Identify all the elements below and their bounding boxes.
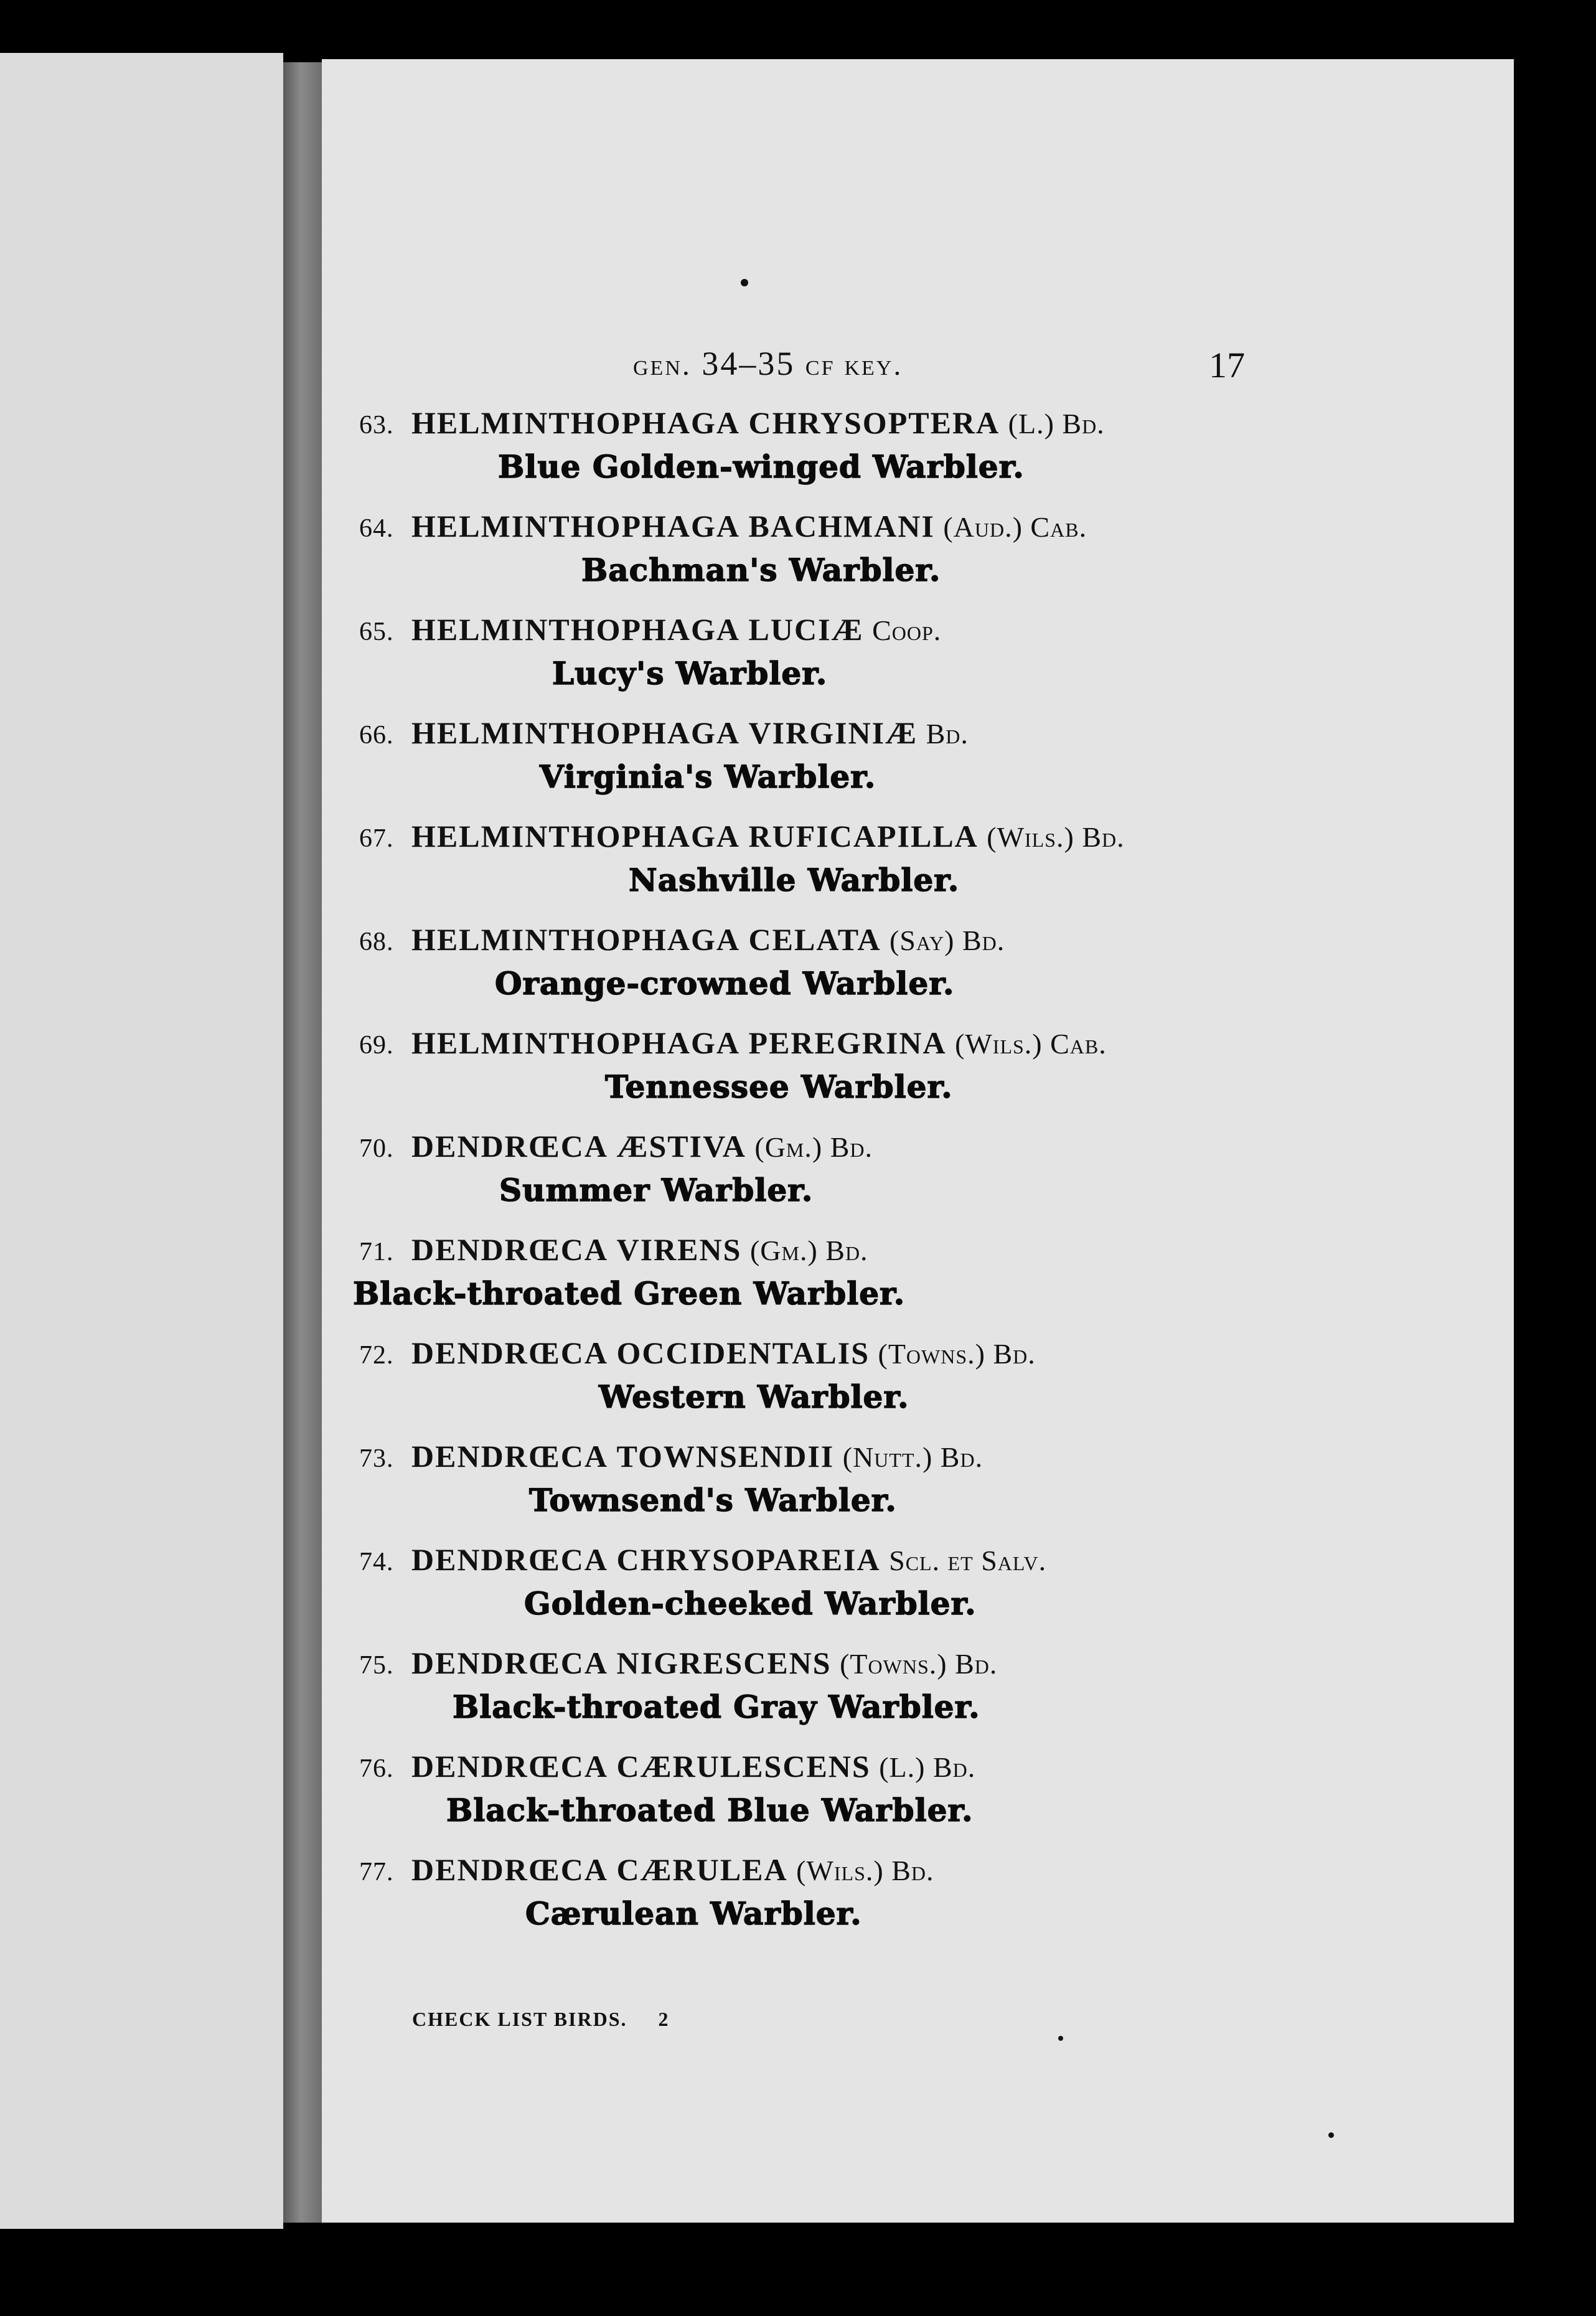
species-name: PEREGRINA	[748, 1025, 947, 1060]
facing-page-edge	[0, 53, 283, 2229]
signature-mark	[412, 2008, 670, 2031]
scientific-name	[359, 921, 1005, 958]
common-name: Summer Warbler.	[499, 1172, 814, 1208]
scientific-name	[359, 611, 941, 647]
genus-name: DENDRŒCA	[411, 1645, 608, 1680]
common-name: Tennessee Warbler.	[605, 1068, 953, 1105]
species-name: LUCIÆ	[748, 612, 864, 647]
common-name: Virginia's Warbler.	[540, 758, 876, 795]
list-item	[322, 1748, 1514, 1852]
scientific-name	[359, 1542, 1046, 1578]
page-header	[322, 344, 1514, 394]
species-name: NIGRESCENS	[616, 1645, 832, 1680]
authority: (Gm.) Bd.	[749, 1235, 868, 1266]
authority: Coop.	[872, 614, 942, 646]
species-list	[322, 405, 1514, 1955]
scientific-name	[359, 1748, 975, 1784]
authority: (Towns.) Bd.	[878, 1338, 1036, 1370]
list-item	[322, 1645, 1514, 1748]
entry-number: 67.	[359, 824, 394, 853]
entry-number: 76.	[359, 1754, 394, 1783]
authority: (Wils.) Bd.	[987, 821, 1125, 853]
common-name: Nashville Warbler.	[629, 862, 960, 898]
ink-speck	[1058, 2036, 1063, 2041]
list-item	[322, 508, 1514, 611]
common-name: Lucy's Warbler.	[552, 655, 828, 692]
entry-number: 63.	[359, 411, 394, 440]
list-item	[322, 1852, 1514, 1955]
common-name: Western Warbler.	[599, 1378, 909, 1415]
entry-number: 72.	[359, 1341, 394, 1370]
genus-name: HELMINTHOPHAGA	[411, 819, 741, 854]
authority: (Nutt.) Bd.	[842, 1441, 983, 1473]
page-number: 17	[1209, 345, 1245, 385]
list-item	[322, 1335, 1514, 1438]
genus-name: HELMINTHOPHAGA	[411, 1025, 741, 1060]
scientific-name	[359, 1128, 873, 1164]
authority: (L.) Bd.	[879, 1751, 976, 1783]
scientific-name	[359, 508, 1087, 544]
entry-number: 70.	[359, 1134, 394, 1163]
scientific-name	[359, 715, 969, 751]
scientific-name	[359, 1231, 868, 1268]
scientific-name	[359, 405, 1105, 441]
list-item	[322, 611, 1514, 715]
list-item	[322, 921, 1514, 1025]
common-name: Black-throated Gray Warbler.	[453, 1688, 980, 1725]
authority: (Gm.) Bd.	[754, 1131, 873, 1163]
authority: (Wils.) Bd.	[796, 1855, 934, 1886]
authority: Bd.	[926, 718, 969, 750]
species-name: ÆSTIVA	[616, 1129, 746, 1164]
authority: Scl. et Salv.	[889, 1545, 1047, 1576]
scientific-name	[359, 1852, 934, 1888]
list-item	[322, 1128, 1514, 1231]
entry-number: 65.	[359, 618, 394, 646]
common-name: Golden-cheeked Warbler.	[524, 1585, 977, 1622]
entry-number: 71.	[359, 1238, 394, 1266]
common-name: Black-throated Green Warbler.	[353, 1275, 906, 1312]
scientific-name	[359, 1645, 997, 1681]
genus-name: HELMINTHOPHAGA	[411, 715, 741, 750]
genus-name: HELMINTHOPHAGA	[411, 405, 741, 440]
ink-speck	[1328, 2132, 1334, 2138]
list-item	[322, 405, 1514, 508]
genus-name: DENDRŒCA	[411, 1129, 608, 1164]
species-name: VIRENS	[616, 1232, 742, 1267]
running-head-label: gen.	[633, 349, 692, 382]
species-name: VIRGINIÆ	[748, 715, 918, 750]
authority: (Towns.) Bd.	[840, 1648, 998, 1680]
species-name: BACHMANI	[748, 509, 935, 544]
common-name: Bachman's Warbler.	[581, 552, 941, 588]
species-name: CÆRULEA	[616, 1852, 788, 1887]
entry-number: 74.	[359, 1548, 394, 1576]
common-name: Cærulean Warbler.	[525, 1895, 862, 1932]
species-name: CELATA	[748, 922, 881, 957]
entry-number: 73.	[359, 1444, 394, 1473]
species-name: RUFICAPILLA	[748, 819, 979, 854]
book-page	[322, 59, 1514, 2223]
running-head-suffix: cf key.	[805, 349, 903, 382]
scientific-name	[359, 818, 1125, 854]
genus-name: DENDRŒCA	[411, 1439, 608, 1474]
list-item	[322, 1438, 1514, 1542]
species-name: CHRYSOPTERA	[748, 405, 1000, 440]
genus-name: HELMINTHOPHAGA	[411, 509, 741, 544]
genus-name: HELMINTHOPHAGA	[411, 612, 741, 647]
list-item	[322, 1025, 1514, 1128]
list-item	[322, 818, 1514, 921]
entry-number: 77.	[359, 1858, 394, 1886]
entry-number: 68.	[359, 928, 394, 956]
signature-text: CHECK LIST BIRDS.	[412, 2008, 627, 2030]
genus-name: DENDRŒCA	[411, 1852, 608, 1887]
genus-name: DENDRŒCA	[411, 1232, 608, 1267]
authority: (L.) Bd.	[1008, 408, 1105, 440]
genus-name: HELMINTHOPHAGA	[411, 922, 741, 957]
authority: (Wils.) Cab.	[955, 1028, 1107, 1060]
scientific-name	[359, 1335, 1036, 1371]
genus-name: DENDRŒCA	[411, 1542, 608, 1577]
entry-number: 66.	[359, 721, 394, 750]
species-name: TOWNSENDII	[616, 1439, 835, 1474]
list-item	[322, 1542, 1514, 1645]
scientific-name	[359, 1025, 1107, 1061]
common-name: Blue Golden-winged Warbler.	[498, 448, 1025, 485]
species-name: CHRYSOPAREIA	[616, 1542, 881, 1577]
species-name: CÆRULESCENS	[616, 1749, 871, 1784]
species-name: OCCIDENTALIS	[616, 1335, 870, 1370]
common-name: Black-throated Blue Warbler.	[446, 1792, 974, 1829]
signature-number: 2	[658, 2008, 670, 2030]
entry-number: 64.	[359, 514, 394, 543]
common-name: Townsend's Warbler.	[529, 1482, 897, 1518]
list-item	[322, 715, 1514, 818]
scientific-name	[359, 1438, 983, 1474]
authority: (Say) Bd.	[889, 925, 1005, 956]
book-gutter	[283, 62, 322, 2223]
genus-name: DENDRŒCA	[411, 1335, 608, 1370]
running-head-range: 34–35	[702, 345, 796, 382]
entry-number: 69.	[359, 1031, 394, 1060]
authority: (Aud.) Cab.	[943, 511, 1087, 543]
list-item	[322, 1231, 1514, 1335]
entry-number: 75.	[359, 1651, 394, 1680]
genus-name: DENDRŒCA	[411, 1749, 608, 1784]
ink-speck	[741, 279, 748, 286]
running-head	[633, 344, 903, 383]
common-name: Orange-crowned Warbler.	[495, 965, 955, 1002]
